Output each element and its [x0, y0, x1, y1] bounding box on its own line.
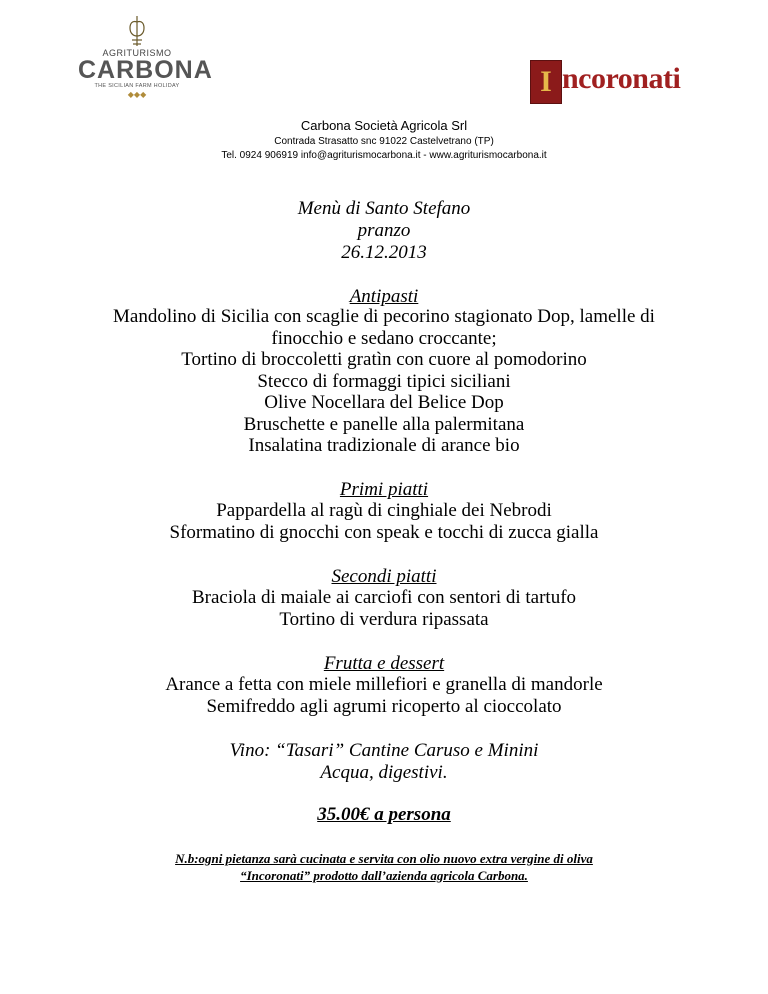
- primi-item: Pappardella al ragù di cinghiale dei Nebrodi: [216, 500, 552, 521]
- logo-ornament: ◆◆◆: [127, 90, 147, 99]
- secondi-heading: Secondi piatti: [331, 566, 437, 587]
- antipasti-item: Bruschette e panelle alla palermitana: [243, 414, 525, 435]
- dessert-item: Semifreddo agli agrumi ricoperto al cioccolato: [206, 696, 562, 717]
- antipasti-item: Mandolino di Sicilia con scaglie di pecorino stagionato Dop, lamelle di: [113, 306, 655, 327]
- menu-title: Menù di Santo Stefano: [297, 198, 471, 219]
- wine-line: Vino: “Tasari” Cantine Caruso e Minini: [229, 740, 539, 761]
- price: 35.00€ a persona: [317, 804, 451, 825]
- water-line: Acqua, digestivi.: [320, 762, 448, 783]
- antipasti-item: Insalatina tradizionale di arance bio: [248, 435, 520, 456]
- antipasti-heading: Antipasti: [349, 286, 419, 307]
- antipasti-item: Tortino di broccoletti gratìn con cuore al pomodorino: [181, 349, 587, 370]
- primi-heading: Primi piatti: [339, 479, 429, 500]
- antipasti-item: Olive Nocellara del Belice Dop: [264, 392, 504, 413]
- antipasti-item: Stecco di formaggi tipici siciliani: [257, 371, 511, 392]
- carbona-logo: [78, 14, 213, 114]
- incoronati-logo: [530, 60, 690, 104]
- note-line: “Incoronati” prodotto dall’azienda agricola Carbona.: [240, 868, 528, 883]
- incoronati-word: ncoronati: [562, 62, 681, 95]
- wheat-emblem-icon: [124, 14, 150, 48]
- secondi-item: Braciola di maiale ai carciofi con sentori di tartufo: [191, 587, 577, 608]
- antipasti-item: finocchio e sedano croccante;: [271, 328, 497, 349]
- logo-tagline: THE SICILIAN FARM HOLIDAY: [94, 83, 180, 89]
- menu-date: 26.12.2013: [341, 242, 427, 263]
- logo-name: CARBONA: [78, 56, 213, 84]
- logo-top-text: AGRITURISMO: [102, 48, 172, 58]
- company-name: Carbona Società Agricola Srl: [300, 118, 468, 133]
- primi-item: Sformatino di gnocchi con speak e tocchi di zucca gialla: [169, 522, 599, 543]
- company-contacts: Tel. 0924 906919 info@agriturismocarbona.it - www.agriturismocarbona.it: [221, 150, 547, 161]
- company-address: Contrada Strasatto snc 91022 Castelvetrano (TP): [274, 136, 494, 147]
- dessert-heading: Frutta e dessert: [323, 653, 445, 674]
- dessert-item: Arance a fetta con miele millefiori e granella di mandorle: [165, 674, 603, 695]
- menu-meal: pranzo: [357, 220, 411, 241]
- illuminated-initial: I: [530, 60, 562, 104]
- secondi-item: Tortino di verdura ripassata: [279, 609, 489, 630]
- note-line: N.b:ogni pietanza sarà cucinata e servita con olio nuovo extra vergine di oliva: [175, 851, 593, 866]
